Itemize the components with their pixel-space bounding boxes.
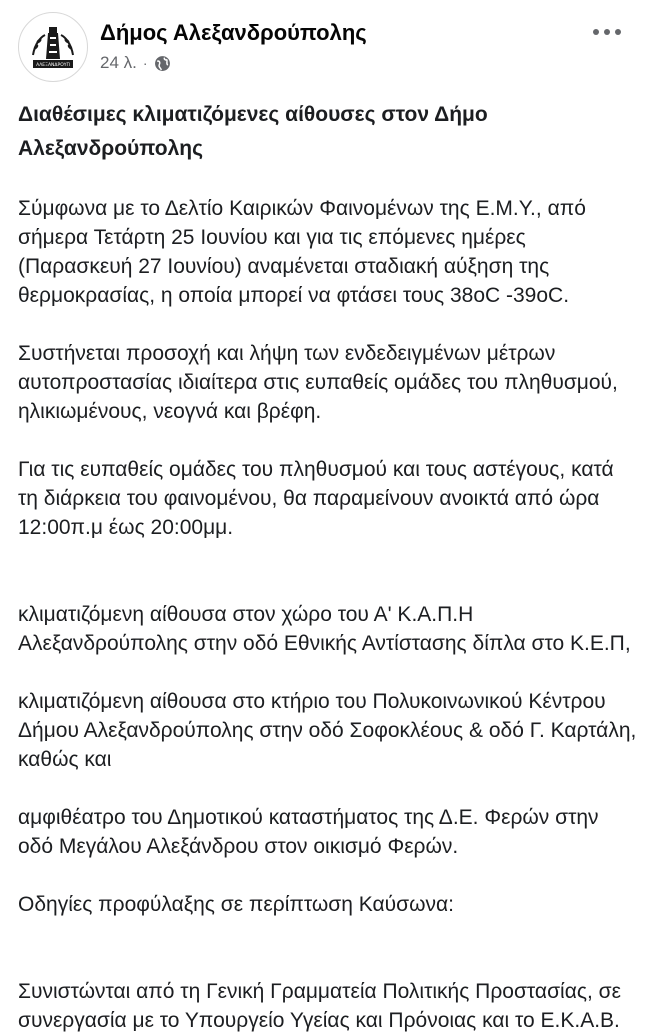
globe-icon[interactable]: [154, 55, 171, 72]
post-paragraph: Συστήνεται προσοχή και λήψη των ενδεδειγμένων μέτρων αυτοπροστασίας ιδιαίτερα στις ευπαθείς ομάδες του πληθυσμού, ηλικιωμένους, νεογνά και βρέφη.: [18, 342, 618, 423]
post-text: [18, 98, 638, 1035]
instructions-heading: Οδηγίες προφύλαξης σε περίπτωση Καύσωνα:: [18, 893, 454, 916]
locations-list: [18, 571, 638, 948]
meta-separator: ·: [142, 55, 148, 71]
more-dot: [615, 29, 621, 35]
post-header: [18, 12, 637, 82]
location-item: κλιματιζόμενη αίθουσα στον χώρο του Α' Κ.Α.Π.Η Αλεξανδρούπολης στην οδό Εθνικής Αντίστασης δίπλα στο Κ.Ε.Π,: [18, 603, 631, 655]
location-item: κλιματιζόμενη αίθουσα στο κτήριο του Πολυκοινωνικού Κέντρου Δήμου Αλεξανδρούπολης στην οδό Σοφοκλέους & οδό Γ. Καρτάλη, καθώς και: [18, 690, 637, 771]
avatar-logo-text: ΑΛΕΞΑΝΔΡΟΥΠ: [36, 63, 70, 68]
municipality-logo-icon: [19, 13, 87, 81]
location-item: αμφιθέατρο του Δημοτικού καταστήματος της Δ.Ε. Φερών στην οδό Μεγάλου Αλεξάνδρου στον οικισμό Φερών.: [18, 806, 599, 858]
post-paragraph: Σύμφωνα με το Δελτίο Καιρικών Φαινομένων της Ε.Μ.Υ., από σήμερα Τετάρτη 25 Ιουνίου και για τις επόμενες ημέρες (Παρασκευή 27 Ιουνίου) αναμένεται σταδιακή αύξηση της θερμοκρασίας, η οποία μπορεί να φτάσει τους 38oC -39oC.: [18, 197, 586, 307]
page-name-link[interactable]: Δήμος Αλεξανδρούπολης: [100, 20, 367, 45]
post-meta: [100, 53, 171, 73]
post-paragraph: Για τις ευπαθείς ομάδες του πληθυσμού και τους αστέγους, κατά τη διάρκεια του φαινομένου, θα παραμείνουν ανοικτά από ώρα 12:00π.μ έως 20:00μμ.: [18, 458, 614, 539]
post-title: Διαθέσιμες κλιματιζόμενες αίθουσες στον Δήμο Αλεξανδρούπολης: [18, 103, 488, 160]
post-paragraph: Συνιστώνται από τη Γενική Γραμματεία Πολιτικής Προστασίας, σε συνεργασία με το Υπουργείο Υγείας και Πρόνοιας και το Ε.Κ.Α.Β.: [18, 980, 621, 1032]
post-time[interactable]: 24 λ.: [100, 53, 137, 72]
more-options-icon[interactable]: [587, 18, 627, 46]
more-dot: [604, 29, 610, 35]
more-dot: [593, 29, 599, 35]
page-avatar[interactable]: [18, 12, 88, 82]
